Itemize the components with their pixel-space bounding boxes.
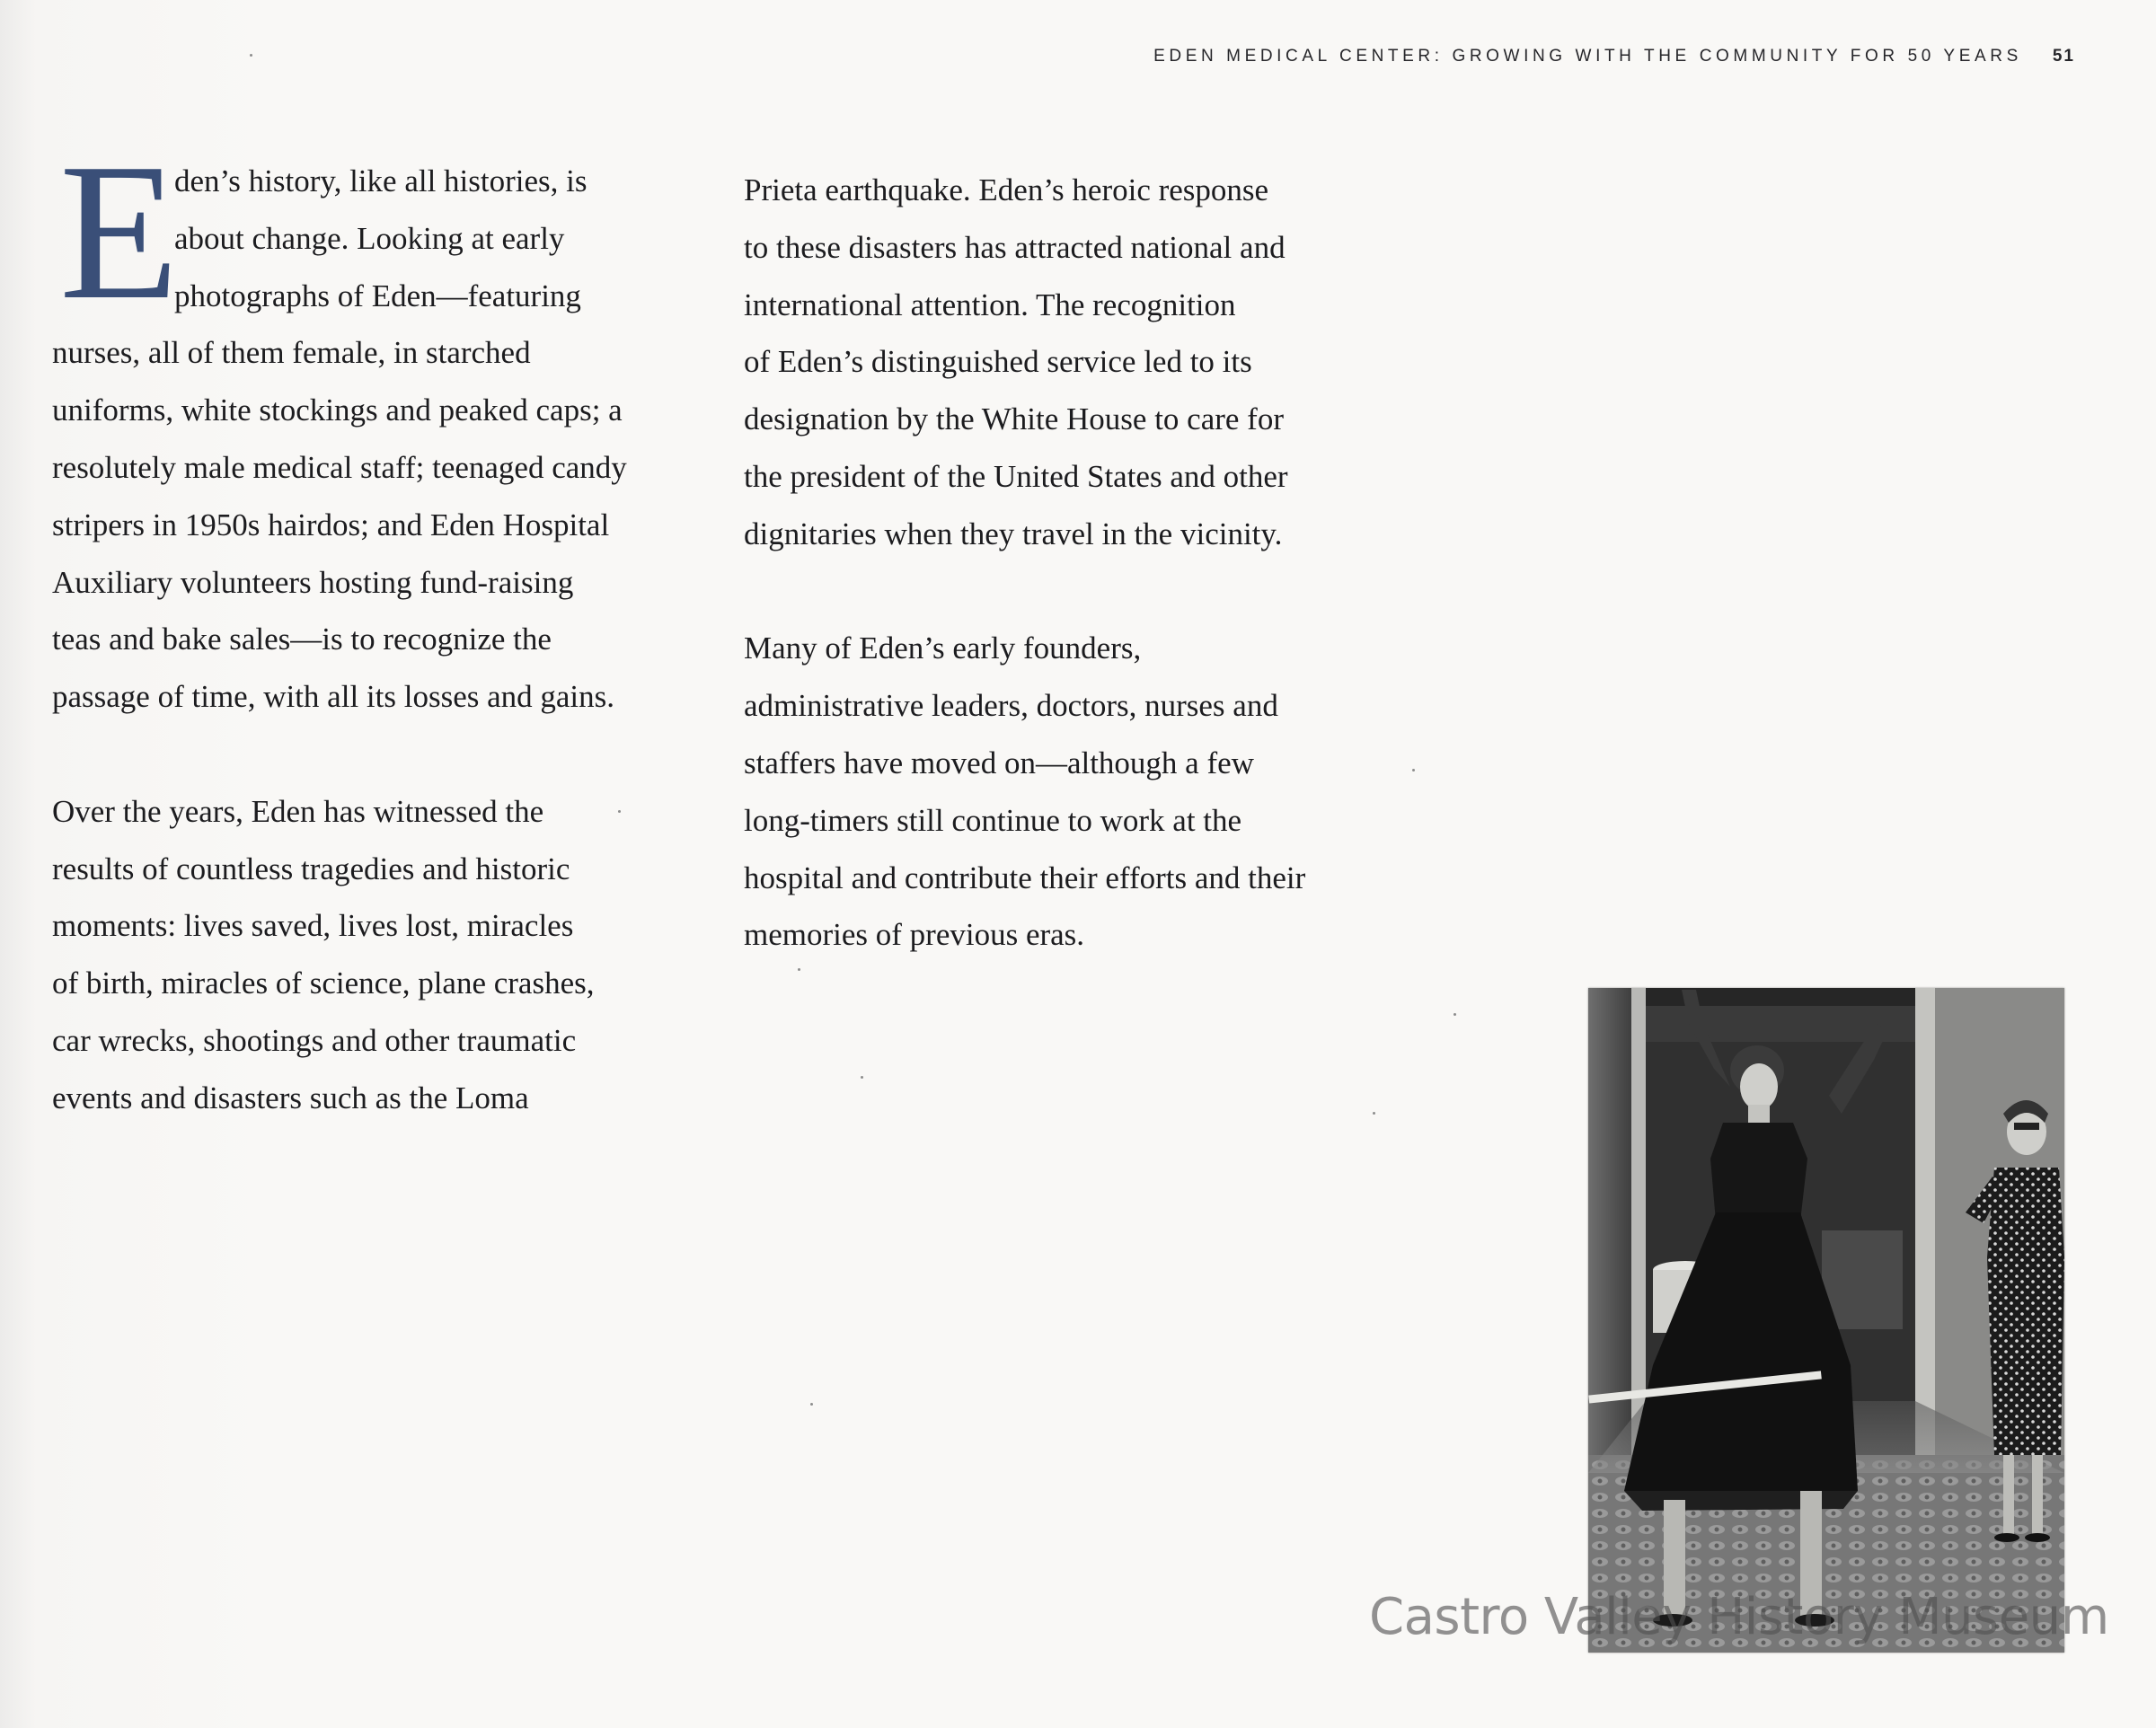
text-line: Prieta earthquake. Eden’s heroic response bbox=[744, 172, 1269, 207]
paragraph-gap bbox=[52, 726, 699, 783]
opening-paragraph bbox=[52, 124, 699, 340]
text-line: the president of the United States and other bbox=[744, 458, 1288, 494]
text-line: to these disasters has attracted national and bbox=[744, 229, 1286, 265]
text-line: about change. Looking at early bbox=[174, 220, 565, 256]
scan-speck bbox=[810, 1403, 813, 1406]
text-line: long-timers still continue to work at the bbox=[744, 802, 1242, 838]
text-line: events and disasters such as the Loma bbox=[52, 1080, 529, 1115]
running-title: EDEN MEDICAL CENTER: GROWING WITH THE COMMUNITY FOR 50 YEARS bbox=[1153, 47, 2022, 66]
text-line: Over the years, Eden has witnessed the bbox=[52, 793, 544, 829]
text-line: designation by the White House to care for bbox=[744, 401, 1284, 437]
back-room-cabinet bbox=[1822, 1230, 1903, 1329]
door-frame-left bbox=[1631, 988, 1646, 1455]
text-line: Auxiliary volunteers hosting fund-raising bbox=[52, 564, 574, 600]
text-line: moments: lives saved, lives lost, miracles bbox=[52, 908, 574, 944]
archival-photo bbox=[1588, 988, 2064, 1653]
text-line: results of countless tragedies and historic bbox=[52, 851, 570, 886]
text-line: den’s history, like all histories, is bbox=[174, 163, 588, 198]
paragraph-gap bbox=[744, 563, 1409, 621]
text-line: Many of Eden’s early founders, bbox=[744, 630, 1142, 666]
left-text-column bbox=[52, 124, 699, 1127]
scan-speck bbox=[250, 54, 252, 57]
scan-speck bbox=[861, 1076, 863, 1079]
text-line: administrative leaders, doctors, nurses and bbox=[744, 688, 1278, 724]
text-line: resolutely male medical staff; teenaged candy bbox=[52, 449, 627, 485]
text-line: car wrecks, shootings and other traumatic bbox=[52, 1022, 577, 1058]
text-line: memories of previous eras. bbox=[744, 917, 1085, 953]
text-line: uniforms, white stockings and peaked caps; a bbox=[52, 392, 623, 428]
text-line: teas and bake sales—is to recognize the bbox=[52, 622, 552, 657]
scan-speck bbox=[1412, 769, 1415, 771]
text-line: photographs of Eden—featuring bbox=[174, 278, 581, 313]
text-line: of birth, miracles of science, plane crashes, bbox=[52, 965, 595, 1001]
page-number: 51 bbox=[2052, 47, 2075, 66]
scan-speck bbox=[1373, 1112, 1375, 1115]
photo-illustration bbox=[1588, 988, 2064, 1653]
text-line: stripers in 1950s hairdos; and Eden Hospital bbox=[52, 507, 610, 542]
left-wall bbox=[1588, 988, 1631, 1455]
text-line: staffers have moved on—although a few bbox=[744, 745, 1254, 780]
watermark: Castro Valley History Museum bbox=[1369, 1588, 2109, 1646]
door-frame-right bbox=[1915, 988, 1935, 1473]
text-line: passage of time, with all its losses and gains. bbox=[52, 679, 615, 715]
scan-speck bbox=[1454, 1013, 1456, 1016]
running-header bbox=[1153, 47, 2075, 66]
text-line: hospital and contribute their efforts and their bbox=[744, 860, 1306, 895]
text-line: of Eden’s distinguished service led to its bbox=[744, 344, 1252, 380]
scan-speck bbox=[618, 810, 621, 813]
right-text-column bbox=[744, 162, 1409, 964]
text-line: international attention. The recognition bbox=[744, 287, 1236, 322]
text-line: dignitaries when they travel in the vicinity. bbox=[744, 516, 1283, 551]
text-line: nurses, all of them female, in starched bbox=[52, 335, 531, 371]
drop-cap: E bbox=[59, 124, 180, 340]
scan-speck bbox=[798, 968, 800, 971]
